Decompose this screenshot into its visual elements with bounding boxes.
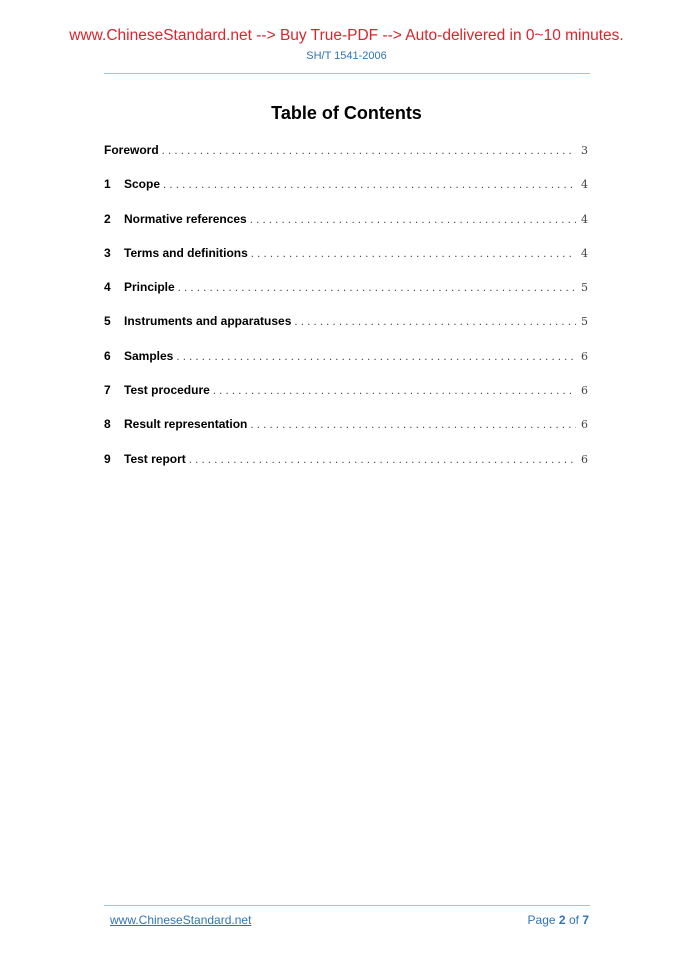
toc-leader-dots — [175, 283, 576, 294]
page-indicator — [528, 913, 589, 927]
page-title: Table of Contents — [271, 103, 422, 123]
toc-entry-result-representation[interactable] — [104, 417, 588, 451]
toc-entry-principle[interactable] — [104, 280, 588, 314]
toc-entry-number: 8 — [104, 417, 111, 432]
toc-leader-dots — [160, 180, 576, 191]
toc-entry-label: Test procedure — [124, 383, 210, 398]
toc-entry-number: 5 — [104, 314, 111, 329]
promo-banner: www.ChineseStandard.net --> Buy True-PDF --> Auto-delivered in 0~10 minutes. — [69, 27, 624, 44]
toc-entry-test-report[interactable] — [104, 452, 588, 486]
header-divider — [104, 73, 590, 74]
toc-leader-dots — [291, 317, 576, 328]
toc-entry-label: Normative references — [124, 211, 247, 226]
toc-entry-page: 5 — [581, 281, 588, 295]
current-page-number: 2 — [558, 913, 566, 927]
toc-entry-number: 1 — [104, 177, 111, 192]
toc-entry-page: 4 — [581, 246, 588, 260]
toc-entry-test-procedure[interactable] — [104, 383, 588, 417]
toc-leader-dots — [247, 420, 576, 431]
toc-entry-page: 3 — [581, 144, 588, 157]
toc-entry-number: 3 — [104, 245, 111, 260]
document-code: SH/T 1541-2006 — [306, 50, 387, 62]
toc-entry-label: Principle — [124, 280, 175, 295]
toc-entry-page: 5 — [581, 315, 588, 329]
toc-entry-number: 2 — [104, 211, 111, 226]
toc-entry-terms-and-definitions[interactable] — [104, 246, 588, 280]
toc-entry-page: 4 — [581, 212, 588, 226]
toc-entry-label: Foreword — [104, 143, 159, 157]
page-of: of — [568, 913, 579, 927]
toc-entry-label: Instruments and apparatuses — [124, 314, 292, 329]
toc-leader-dots — [210, 386, 576, 397]
footer-website-link[interactable]: www.ChineseStandard.net — [110, 913, 252, 927]
toc-entry-page: 6 — [581, 418, 588, 432]
toc-leader-dots — [247, 215, 576, 226]
toc-list — [104, 143, 588, 486]
toc-entry-instruments-and-apparatuses[interactable] — [104, 314, 588, 348]
total-page-count: 7 — [582, 913, 589, 927]
toc-leader-dots — [173, 352, 576, 363]
toc-entry-label: Test report — [124, 451, 186, 466]
toc-entry-page: 6 — [581, 349, 588, 363]
toc-leader-dots — [159, 146, 576, 157]
toc-entry-page: 4 — [581, 178, 588, 192]
toc-entry-page: 6 — [581, 452, 588, 466]
toc-entry-label: Result representation — [124, 417, 248, 432]
toc-entry-normative-references[interactable] — [104, 212, 588, 246]
toc-entry-samples[interactable] — [104, 349, 588, 383]
toc-entry-scope[interactable] — [104, 177, 588, 211]
toc-entry-foreword[interactable] — [104, 143, 588, 177]
footer-divider — [104, 905, 590, 906]
toc-leader-dots — [186, 455, 576, 466]
toc-entry-number: 6 — [104, 348, 111, 363]
toc-entry-label: Terms and definitions — [124, 245, 248, 260]
toc-entry-number: 9 — [104, 451, 111, 466]
toc-entry-label: Samples — [124, 348, 174, 363]
toc-entry-number: 4 — [104, 280, 111, 295]
page-prefix: Page — [527, 913, 556, 927]
toc-leader-dots — [248, 249, 576, 260]
toc-entry-page: 6 — [581, 384, 588, 398]
toc-entry-number: 7 — [104, 383, 111, 398]
toc-entry-label: Scope — [124, 177, 161, 192]
